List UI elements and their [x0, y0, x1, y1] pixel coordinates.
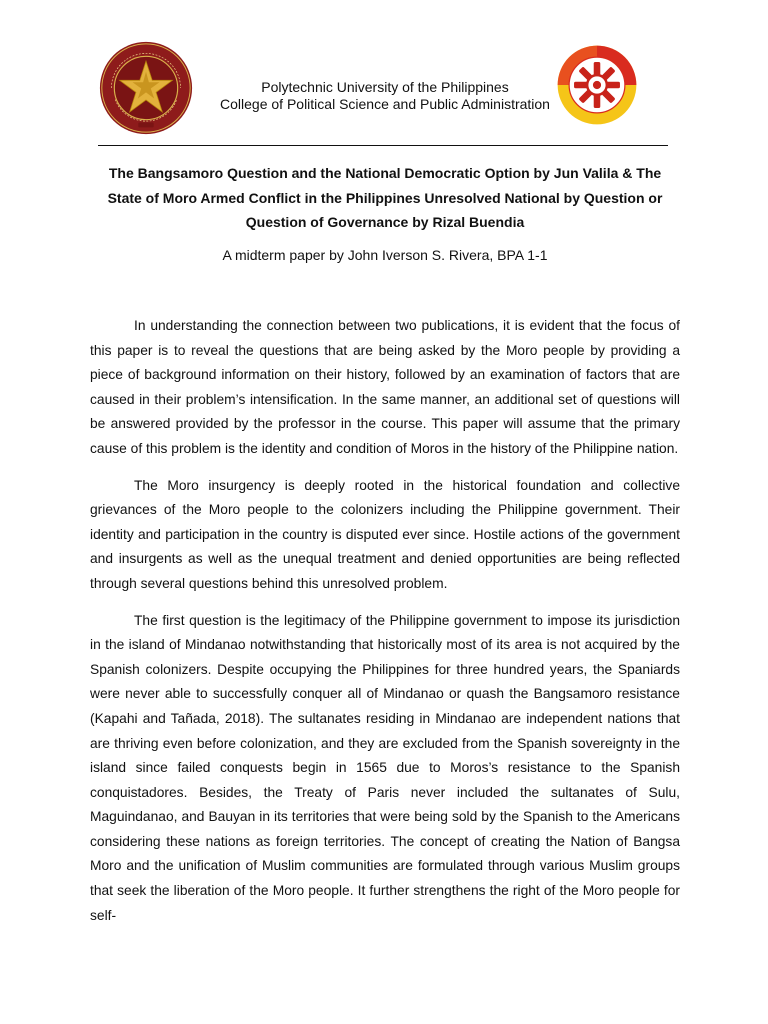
paper-title: The Bangsamoro Question and the National Democratic Option by Jun Valila & The State of Moro Armed Conflict in the Philippines Unresolved National by Question or Question of Governance by Rizal Buendia [107, 165, 663, 230]
college-emblem-logo [556, 44, 638, 126]
paragraph: In understanding the connection between two publications, it is evident that the focus of this paper is to reveal the questions that are being asked by the Moro people by providing a piece of background information on their history, followed by an examination of factors that are caused in their problem’s intensification. In the same manner, an additional set of questions will be answered provided by the professor in the course. This paper will assume that the primary cause of this problem is the identity and condition of Moros in the history of the Philippine nation. [90, 318, 680, 456]
institution-heading [200, 79, 570, 113]
header-divider [98, 145, 668, 146]
paragraph: The first question is the legitimacy of the Philippine government to impose its jurisdiction in the island of Mindanao notwithstanding that historically most of its area is not acquired by the Spanish colonizers. Despite occupying the Philippines for three hundred years, the Spaniards were never able to successfully conquer all of Mindanao or quash the Bangsamoro resistance (Kapahi and Tañada, 2018). The sultanates residing in Mindanao are independent nations that are thriving even before colonization, and they are excluded from the Spanish sovereignty in the island since failed conquests begin in 1565 due to Moros’s resistance to the Spanish conquistadores. Besides, the Treaty of Paris never included the sultanates of Sulu, Maguindanao, and Bauyan in its territories that were being sold by the Spanish to the Americans considering these nations as foreign territories. The concept of creating the Nation of Bangsa Moro and the unification of Muslim communities are formulated through various Muslim groups that seek the liberation of the Moro people. It further strengthens the right of the Moro people for self- [90, 612, 680, 923]
paragraph: The Moro insurgency is deeply rooted in the historical foundation and collective grievances of the Moro people to the colonizers including the Philippine government. Their identity and participation in the country is disputed ever since. Hostile actions of the government and insurgents as well as the unequal treatment and denied opportunities are being reflected through several questions behind this unresolved problem. [90, 477, 680, 591]
paper-byline: A midterm paper by John Iverson S. Rivera, BPA 1-1 [222, 247, 548, 263]
university-name: Polytechnic University of the Philippines [261, 79, 509, 95]
university-seal-logo [98, 40, 194, 136]
letterhead [0, 0, 768, 150]
paper-body [90, 314, 680, 940]
college-name: College of Political Science and Public Administration [220, 96, 550, 112]
